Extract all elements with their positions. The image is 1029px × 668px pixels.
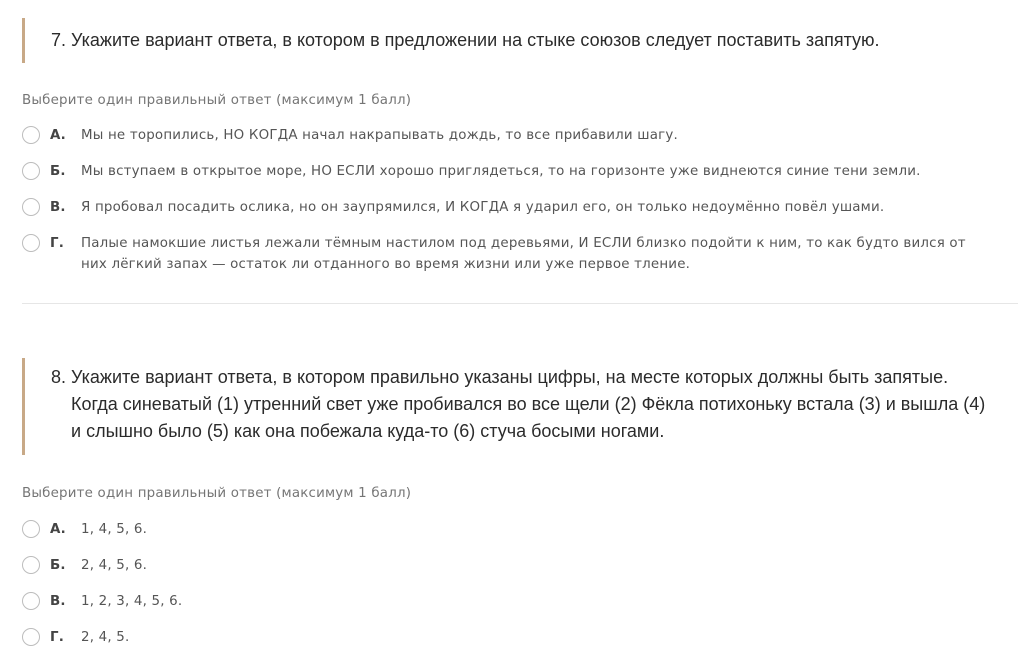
question-divider xyxy=(22,303,1018,304)
answer-option-a[interactable] xyxy=(22,125,1018,146)
option-letter: А. xyxy=(50,522,66,537)
option-letter: В. xyxy=(50,594,66,609)
radio-button[interactable] xyxy=(22,592,40,610)
option-text: Палые намокшие листья лежали тёмным настилом под деревьями, И ЕСЛИ близко подойти к ним, то как будто вился от них лёгкий запах — остаток ли отданного во время жизни или уже первое тление. xyxy=(81,236,966,272)
question-header xyxy=(22,358,1018,455)
question-number: 8. xyxy=(51,367,67,387)
question-text-line: Укажите вариант ответа, в котором правильно указаны цифры, на месте которых должны быть запятые. xyxy=(71,367,949,387)
option-letter: В. xyxy=(50,200,66,215)
radio-button[interactable] xyxy=(22,520,40,538)
answer-option-v[interactable] xyxy=(22,591,1018,612)
answer-options xyxy=(22,125,1018,275)
radio-button[interactable] xyxy=(22,628,40,646)
option-text: 2, 4, 5, 6. xyxy=(81,558,148,573)
option-letter: Б. xyxy=(50,164,66,179)
answer-option-g[interactable] xyxy=(22,627,1018,648)
question-text-line: и слышно было (5) как она побежала куда-то (6) стуча босыми ногами. xyxy=(71,421,665,441)
option-letter: Г. xyxy=(50,236,65,251)
question-text-line: Когда синеватый (1) утренний свет уже пробивался во все щели (2) Фёкла потихоньку встала (3) и вышла (4) xyxy=(71,394,986,414)
question-number: 7. xyxy=(51,30,67,50)
question-7 xyxy=(22,18,1018,290)
option-text: 1, 2, 3, 4, 5, 6. xyxy=(81,594,183,609)
option-letter: А. xyxy=(50,128,66,143)
question-text xyxy=(71,364,1018,445)
answer-option-a[interactable] xyxy=(22,519,1018,540)
question-text xyxy=(71,27,1018,54)
option-text: Мы не торопились, НО КОГДА начал накрапывать дождь, то все прибавили шагу. xyxy=(81,128,678,143)
radio-button[interactable] xyxy=(22,126,40,144)
question-header xyxy=(22,18,1018,63)
radio-button[interactable] xyxy=(22,162,40,180)
radio-button[interactable] xyxy=(22,198,40,216)
answer-option-v[interactable] xyxy=(22,197,1018,218)
option-text: Мы вступаем в открытое море, НО ЕСЛИ хорошо приглядеться, то на горизонте уже виднеются синие тени земли. xyxy=(81,164,921,179)
radio-button[interactable] xyxy=(22,556,40,574)
question-text-line: Укажите вариант ответа, в котором в предложении на стыке союзов следует поставить запятую. xyxy=(71,30,880,50)
answer-option-b[interactable] xyxy=(22,161,1018,182)
answer-option-b[interactable] xyxy=(22,555,1018,576)
answer-instruction: Выберите один правильный ответ (максимум 1 балл) xyxy=(22,93,412,108)
answer-options xyxy=(22,519,1018,648)
radio-button[interactable] xyxy=(22,234,40,252)
question-8 xyxy=(22,358,1018,663)
answer-option-g[interactable] xyxy=(22,233,1018,275)
option-letter: Б. xyxy=(50,558,66,573)
answer-instruction: Выберите один правильный ответ (максимум 1 балл) xyxy=(22,486,412,501)
option-text: 1, 4, 5, 6. xyxy=(81,522,148,537)
option-letter: Г. xyxy=(50,630,65,645)
option-text: 2, 4, 5. xyxy=(81,630,130,645)
option-text: Я пробовал посадить ослика, но он заупрямился, И КОГДА я ударил его, он только недоумённо повёл ушами. xyxy=(81,200,885,215)
